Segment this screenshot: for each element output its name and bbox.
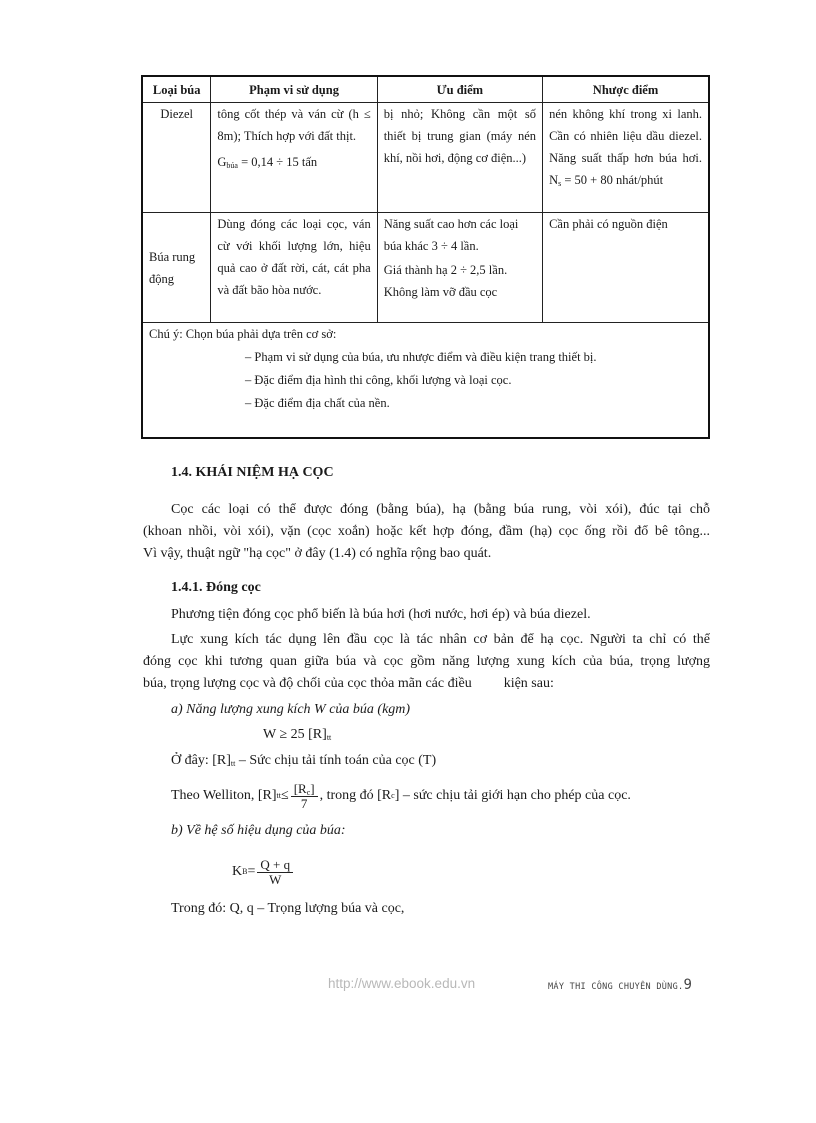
subsection-heading: 1.4.1. Đóng cọc [171,580,261,595]
paragraph-hammer-types: Phương tiện đóng cọc phổ biến là búa hơi (hơi nước, hơi ép) và búa diezel. [171,607,591,622]
where-line [171,750,436,772]
section-paragraph [143,499,710,565]
paragraph-line [143,673,710,695]
row-vibro-scope: Dùng đóng các loại cọc, ván cừ với khối lượng lớn, hiệu quả cao ở đất rời, cát, cát pha và đất bão hòa nước. [211,213,377,323]
line-part: kiện sau: [503,676,554,691]
table-header-row [142,76,709,103]
advantage-2: Giá thành hạ 2 ÷ 2,5 lần. Không làm vỡ đầu cọc [383,263,508,299]
text-part: – Sức chịu tải tính toán của cọc (T) [235,753,437,768]
where-weights: Trong đó: Q, q – Trọng lượng búa và cọc, [171,901,405,916]
rate-subscript: s [558,179,562,188]
paragraph-line: Cọc các loại có thể được đóng (bằng búa), hạ (bằng búa rung, vòi xói), đúc tại chỗ [171,502,710,517]
row-vibro-advantages [377,213,542,323]
hammer-comparison-table [141,75,710,439]
fraction-numerator: Q + q [257,858,293,873]
disadvantage-text: nén không khí trong xi lanh. Cần có nhiên liệu dầu diezel. Năng suất thấp hơn búa hơi. N [549,107,702,187]
scope-text: tông cốt thép và ván cừ (h ≤ 8m); Thích hợp với đất thịt. [217,107,371,143]
note-item: – Đặc điểm địa hình thi công, khối lượng và loại cọc. [245,373,512,387]
row-diezel-disadvantages [543,103,709,213]
hammer-weight [217,151,370,173]
row-diezel-advantages: bị nhỏ; Không cần một số thiết bị trung gian (máy nén khí, nồi hơi, động cơ điện...) [377,103,542,213]
paragraph-line: (khoan nhồi, vòi xói), vặn (cọc xoắn) hoặc kết hợp đóng, đầm (hạ) cọc ống rồi đổ bê tông... [143,524,710,539]
paragraph-impact-force [143,629,710,695]
num-subscript: c [306,787,311,797]
header-hammer-type: Loại búa [142,76,211,103]
footer-url: http://www.ebook.edu.vn [328,976,476,991]
formula-efficiency: K B = $\frac{Q + q}{W}$ [232,852,295,892]
formula-energy [263,724,331,746]
text-part: ≤ [281,788,289,803]
item-a: a) Năng lượng xung kích W của búa (kgm) [171,702,411,717]
note-item: – Phạm vi sử dụng của búa, ưu nhược điểm và điều kiện trang thiết bị. [245,350,597,364]
text-part: ] – sức chịu tải giới hạn cho phép của cọc. [394,788,631,803]
paragraph-line: Vì vậy, thuật ngữ "hạ cọc" ở đây (1.4) có nghĩa rộng bao quát. [143,546,492,561]
footer-running-title [548,976,692,994]
paragraph-line: đóng cọc khi tương quan giữa búa và cọc gồm năng lượng xung kích của búa, trọng lượng [143,654,710,669]
header-scope: Phạm vi sử dụng [211,76,377,103]
section-heading: 1.4. KHÁI NIỆM HẠ CỌC [171,465,334,480]
text-part: Theo Welliton, [R] [171,788,277,803]
num-part: [R [293,780,307,796]
note-intro: Chú ý: Chọn búa phải dựa trên cơ sở: [149,327,337,341]
formula-text: W ≥ 25 [R] [263,727,327,742]
weight-symbol: G [217,155,227,169]
welliton-fraction [291,782,318,811]
table-row [142,103,709,213]
kb-fraction [257,858,293,887]
text-part: Ở đây: [R] [171,753,231,768]
footer-title: MÁY THI CÔNG CHUYÊN DÙNG. [548,982,684,992]
line-part: búa, trọng lượng cọc và độ chối của cọc thỏa mãn các điều [143,676,472,691]
row-diezel-type: Diezel [142,103,211,213]
text-part: , trong đó [R [319,788,392,803]
row-diezel-scope [211,103,377,213]
note-item: – Đặc điểm địa chất của nền. [245,396,390,410]
table-row [142,213,709,323]
item-b: b) Về hệ số hiệu dụng của búa: [171,823,346,838]
row-vibro-type: Búa rung động [142,213,211,323]
page-number: 9 [683,977,692,993]
fraction-denominator: W [269,871,282,887]
header-advantages: Ưu điểm [377,76,542,103]
rate-value: = 50 + 80 nhát/phút [561,173,664,187]
formula-text: K [232,864,243,879]
formula-subscript: tt [326,733,332,742]
paragraph-line: Lực xung kích tác dụng lên đầu cọc là tác nhân cơ bản để hạ cọc. Người ta chỉ có thể [171,632,710,647]
formula-text: = [247,864,256,879]
fraction-numerator [291,782,318,797]
weight-subscript: búa [226,161,238,170]
welliton-line: Theo Welliton, [R] tt ≤ $\frac{[R_c]}{7}$ , trong đó [R c ] – sức chịu tải giới hạn cho phép của cọc. [171,780,631,811]
weight-value: = 0,14 ÷ 15 tấn [237,155,318,169]
row-vibro-disadvantages: Cần phải có nguồn điện [543,213,709,323]
header-disadvantages: Nhược điểm [543,76,709,103]
advantage-1: Năng suất cao hơn các loại búa khác 3 ÷ 4 lần. [383,217,519,253]
subscript: tt [230,759,236,768]
fraction-denominator: 7 [300,795,308,811]
num-part: ] [310,780,315,796]
table-note-row [142,323,709,438]
table-note [142,323,709,438]
